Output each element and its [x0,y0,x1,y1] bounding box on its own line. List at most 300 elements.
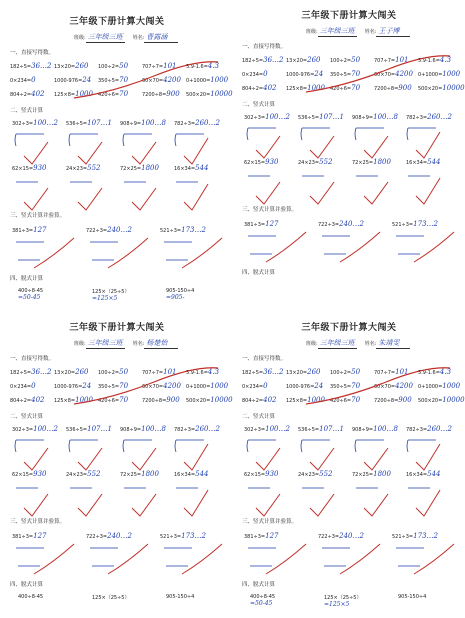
mixed-problem [398,594,426,600]
vertical-question: 16×34= [406,160,428,166]
oral-answer: 101 [163,62,177,70]
name-label: 姓名: [132,341,145,347]
vertical-answer: 544 [195,470,209,478]
vertical-question: 62×15= [12,166,34,172]
worksheet-top-right [236,0,465,300]
oral-answer: 70 [119,382,129,390]
oral-answer: 1000 [442,382,461,390]
handwritten-stroke [256,136,280,158]
oral-answer: 24 [82,382,92,390]
oral-answer: 50 [351,56,361,64]
oral-question: 5.9-1.6= [186,64,208,70]
oral-answer: 4200 [163,76,181,84]
handwritten-stroke [15,440,44,452]
oral-answer: 1000 [307,84,325,92]
handwritten-stroke [340,544,380,574]
check-problem [160,226,206,234]
oral-question: 500×20= [186,92,211,98]
oral-problem [186,368,219,376]
handwritten-stroke [132,448,156,470]
handwritten-stroke [416,178,440,204]
vertical-problem [120,164,159,172]
oral-question: 420÷6= [330,398,352,404]
mixed-problem [166,288,194,301]
handwritten-stroke [132,142,156,164]
vertical-question: 782÷3= [406,427,428,433]
oral-problem [286,56,320,64]
oral-question: 13×20= [54,64,76,70]
handwritten-stroke [310,136,334,158]
worksheet-title: 三年级下册计算大闯关 [301,323,397,333]
oral-answer: 36…2 [263,368,284,376]
section-heading: 四、脱式计算 [242,270,276,276]
oral-answer: 36…2 [31,62,52,70]
oral-answer: 900 [398,396,412,404]
check-question: 521÷3= [160,228,182,234]
oral-answer: 70 [119,76,129,84]
oral-problem [54,62,88,70]
oral-question: 60×70= [374,384,396,390]
oral-problem [242,84,276,92]
section-heading: 三、竖式计算并验算。 [10,213,66,219]
oral-question: 0+1000= [186,78,211,84]
oral-answer: 10000 [442,396,465,404]
oral-problem [330,382,360,390]
handwritten-stroke [247,128,276,140]
vertical-answer: 552 [319,470,333,478]
oral-answer: 402 [31,90,45,98]
oral-question: 0+1000= [418,384,443,390]
handwritten-stroke [184,184,208,210]
vertical-question: 536÷5= [298,427,320,433]
handwritten-stroke [184,490,208,516]
handwritten-stroke [364,136,388,158]
section-heading: 二、竖式计算 [242,414,276,420]
vertical-question: 302÷3= [12,427,34,433]
oral-problem [186,90,233,98]
check-problem [392,220,438,228]
oral-problem [54,382,91,390]
handwritten-stroke [175,134,204,146]
check-answer: 173…2 [181,226,206,234]
name-label: 姓名: [364,29,377,35]
oral-problem [286,396,325,404]
section-heading: 四、脱式计算 [10,582,44,588]
oral-problem [186,382,228,390]
mixed-step: =125×5 [324,601,350,608]
oral-problem [374,382,413,390]
vertical-question: 24×23= [66,166,88,172]
vertical-question: 908÷9= [120,121,142,127]
oral-answer: 50 [351,368,361,376]
vertical-problem [352,470,391,478]
oral-problem [142,368,176,376]
vertical-problem [174,470,208,478]
oral-problem [186,396,233,404]
vertical-problem [120,119,166,127]
oral-problem [186,76,228,84]
handwritten-stroke [355,440,384,452]
class-label: 班级: [74,341,86,347]
oral-question: 13×20= [54,370,76,376]
handwritten-stroke [416,444,440,470]
oral-answer: 4200 [163,382,181,390]
oral-answer: 1000 [210,382,229,390]
check-problem [12,532,46,540]
vertical-question: 302÷3= [12,121,34,127]
oral-question: 0+1000= [186,384,211,390]
oral-problem [98,396,128,404]
vertical-answer: 100…2 [265,113,290,121]
student-info-row [74,32,178,43]
oral-answer: 70 [351,84,361,92]
check-question: 381÷3= [12,228,34,234]
section-heading: 二、竖式计算 [242,102,276,108]
handwritten-stroke [416,132,440,158]
oral-answer: 36…2 [31,368,52,376]
vertical-problem [298,158,332,166]
vertical-problem [352,113,398,121]
oral-question: 1000-976= [286,384,315,390]
oral-answer: 260 [307,368,321,376]
vertical-answer: 260…2 [195,119,220,127]
vertical-answer: 100…2 [33,425,58,433]
handwritten-stroke [78,494,102,516]
vertical-problem [244,470,278,478]
oral-question: 707÷7= [142,370,164,376]
vertical-question: 62×15= [244,160,266,166]
oral-problem [374,84,412,92]
oral-question: 60×70= [142,78,164,84]
handwritten-stroke [266,544,306,574]
oral-answer: 1000 [75,90,93,98]
oral-problem [98,382,128,390]
oral-question: 707÷7= [374,58,396,64]
vertical-answer: 930 [265,158,279,166]
mixed-question: 125×（25÷5） [324,595,362,601]
oral-question: 0×234= [242,72,264,78]
oral-problem [242,396,276,404]
oral-problem [374,70,413,78]
section-heading: 三、竖式计算并验算。 [242,207,298,213]
handwritten-stroke [414,232,454,262]
name-label: 姓名: [132,35,145,41]
vertical-answer: 552 [87,470,101,478]
mixed-problem [250,594,275,607]
vertical-answer: 260…2 [195,425,220,433]
oral-problem [330,56,360,64]
oral-problem [142,90,180,98]
vertical-question: 302÷3= [244,115,266,121]
check-answer: 173…2 [181,532,206,540]
student-info-row [74,338,178,349]
section-heading: 四、脱式计算 [10,276,44,282]
vertical-question: 24×23= [298,472,320,478]
student-info-row [306,338,410,349]
oral-problem [374,56,408,64]
oral-answer: 70 [351,70,361,78]
oral-problem [10,382,36,390]
oral-problem [286,84,325,92]
oral-answer: 1000 [75,396,93,404]
oral-question: 1000-976= [54,384,83,390]
handwritten-stroke [364,448,388,470]
oral-answer: 402 [31,396,45,404]
handwritten-stroke [256,494,280,516]
vertical-question: 62×15= [12,472,34,478]
check-problem [244,532,278,540]
oral-question: 182÷5= [10,370,32,376]
vertical-problem [406,158,440,166]
oral-problem [54,90,93,98]
vertical-answer: 544 [427,470,441,478]
oral-question: 804÷2= [242,86,264,92]
oral-problem [330,368,360,376]
section-heading: 一、直接写得数。 [10,50,55,56]
vertical-problem [406,113,452,121]
oral-problem [418,84,465,92]
handwritten-stroke [407,128,436,140]
vertical-answer: 544 [427,158,441,166]
oral-question: 60×70= [142,384,164,390]
oral-problem [98,76,128,84]
oral-answer: 900 [166,90,180,98]
handwritten-stroke [247,440,276,452]
vertical-answer: 930 [33,470,47,478]
oral-answer: 1000 [442,70,461,78]
vertical-question: 536÷5= [298,115,320,121]
vertical-problem [244,113,290,121]
mixed-question: 905-150÷4 [166,594,195,600]
oral-problem [186,62,219,70]
oral-problem [286,382,323,390]
vertical-question: 16×34= [406,472,428,478]
oral-problem [10,90,44,98]
oral-question: 7200÷8= [142,92,167,98]
oral-question: 100÷2= [330,58,352,64]
check-answer: 173…2 [413,532,438,540]
oral-problem [242,382,268,390]
oral-problem [98,90,128,98]
vertical-answer: 100…8 [373,113,398,121]
oral-answer: 0 [263,70,268,78]
vertical-question: 72×25= [352,160,374,166]
handwritten-stroke [310,448,334,470]
oral-answer: 36…2 [263,56,284,64]
oral-question: 420÷6= [330,86,352,92]
check-answer: 127 [265,532,279,540]
mixed-step: =50-45 [250,600,273,607]
handwritten-stroke [132,188,156,210]
handwritten-stroke [108,544,148,574]
oral-question: 1000-976= [54,78,83,84]
oral-answer: 10000 [210,90,233,98]
oral-answer: 101 [163,368,177,376]
vertical-answer: 1800 [373,158,391,166]
handwritten-stroke [364,182,388,204]
handwritten-stroke [414,544,454,574]
vertical-problem [12,425,58,433]
vertical-answer: 930 [265,470,279,478]
check-answer: 240…2 [107,532,132,540]
handwritten-stroke [34,238,74,268]
vertical-problem [298,425,344,433]
handwritten-stroke [132,494,156,516]
vertical-question: 72×25= [352,472,374,478]
oral-question: 500×20= [186,398,211,404]
oral-answer: 260 [75,62,89,70]
oral-question: 125×8= [54,398,76,404]
vertical-problem [120,425,166,433]
oral-answer: 10000 [210,396,233,404]
handwritten-stroke [184,138,208,164]
vertical-answer: 1800 [373,470,391,478]
name-value: 朱靖雯 [376,338,410,349]
check-problem [86,226,132,234]
check-question: 521÷3= [392,222,414,228]
class-value: 三年级三班 [87,339,123,347]
section-heading: 一、直接写得数。 [242,356,287,362]
oral-question: 0×234= [242,384,264,390]
oral-question: 182÷5= [242,58,264,64]
oral-question: 7200÷8= [374,398,399,404]
oral-answer: 50 [119,368,129,376]
oral-problem [142,76,181,84]
oral-answer: 101 [395,368,409,376]
oral-answer: 260 [307,56,321,64]
vertical-question: 536÷5= [66,427,88,433]
vertical-problem [66,119,112,127]
handwritten-stroke [340,232,380,262]
vertical-answer: 100…8 [373,425,398,433]
oral-problem [54,396,93,404]
vertical-answer: 930 [33,164,47,172]
check-answer: 173…2 [413,220,438,228]
oral-problem [374,396,412,404]
handwritten-stroke [301,128,330,140]
handwritten-stroke [24,188,48,210]
check-problem [318,532,364,540]
handwritten-stroke [266,232,306,262]
vertical-question: 536÷5= [66,121,88,127]
handwritten-stroke [69,134,98,146]
oral-question: 0×234= [10,78,32,84]
oral-problem [242,70,268,78]
oral-answer: 70 [351,396,361,404]
vertical-problem [120,470,159,478]
oral-answer: 4.3 [439,56,452,64]
vertical-question: 908÷9= [120,427,142,433]
handwritten-stroke [24,494,48,516]
vertical-question: 782÷3= [406,115,428,121]
check-problem [244,220,278,228]
vertical-answer: 1800 [141,164,159,172]
section-heading: 一、直接写得数。 [10,356,55,362]
oral-question: 125×8= [286,398,308,404]
check-question: 722÷3= [318,534,340,540]
name-value: 王子博 [376,26,410,37]
oral-question: 5.9-1.6= [418,58,440,64]
check-problem [160,532,206,540]
mixed-step: =905- [166,294,185,301]
oral-question: 100÷2= [98,64,120,70]
vertical-question: 782÷3= [174,121,196,127]
vertical-question: 62×15= [244,472,266,478]
oral-problem [418,70,460,78]
oral-question: 5.9-1.6= [418,370,440,376]
oral-question: 1000-976= [286,72,315,78]
vertical-answer: 100…2 [265,425,290,433]
oral-answer: 24 [314,382,324,390]
oral-answer: 1000 [307,396,325,404]
oral-question: 182÷5= [10,64,32,70]
name-label: 姓名: [364,341,377,347]
worksheet-title: 三年级下册计算大闯关 [69,17,165,27]
handwritten-stroke [78,448,102,470]
vertical-problem [174,119,220,127]
vertical-answer: 1800 [141,470,159,478]
oral-problem [142,62,176,70]
vertical-answer: 100…8 [141,119,166,127]
oral-question: 707÷7= [142,64,164,70]
oral-answer: 4200 [395,382,413,390]
vertical-question: 908÷9= [352,427,374,433]
oral-question: 182÷5= [242,370,264,376]
oral-question: 500×20= [418,398,443,404]
check-question: 722÷3= [86,534,108,540]
handwritten-stroke [123,440,152,452]
check-question: 381÷3= [12,534,34,540]
handwritten-stroke [175,440,204,452]
oral-answer: 70 [119,90,129,98]
oral-problem [10,62,51,70]
oral-problem [10,368,51,376]
oral-answer: 260 [75,368,89,376]
oral-question: 7200÷8= [374,86,399,92]
oral-question: 420÷6= [98,92,120,98]
check-answer: 240…2 [339,220,364,228]
oral-question: 350÷5= [330,72,352,78]
oral-question: 125×8= [54,92,76,98]
oral-question: 0+1000= [418,72,443,78]
vertical-answer: 100…2 [33,119,58,127]
worksheet-title: 三年级下册计算大闯关 [301,11,397,21]
mixed-problem [18,288,43,301]
mixed-question: 400÷8-45 [18,288,44,294]
oral-problem [330,396,360,404]
check-answer: 127 [33,226,47,234]
handwritten-stroke [78,142,102,164]
check-problem [12,226,46,234]
oral-problem [10,396,44,404]
oral-question: 350÷5= [330,384,352,390]
oral-problem [286,70,323,78]
handwritten-stroke [310,182,334,204]
oral-problem [54,76,91,84]
oral-problem [330,84,360,92]
check-question: 521÷3= [160,534,182,540]
vertical-problem [66,470,100,478]
vertical-answer: 260…2 [427,113,452,121]
oral-problem [418,396,465,404]
mixed-step: =50-45 [18,294,41,301]
check-question: 381÷3= [244,222,266,228]
vertical-question: 72×25= [120,472,142,478]
oral-question: 420÷6= [98,398,120,404]
oral-answer: 4.3 [207,368,220,376]
vertical-problem [12,164,46,172]
oral-question: 350÷5= [98,78,120,84]
